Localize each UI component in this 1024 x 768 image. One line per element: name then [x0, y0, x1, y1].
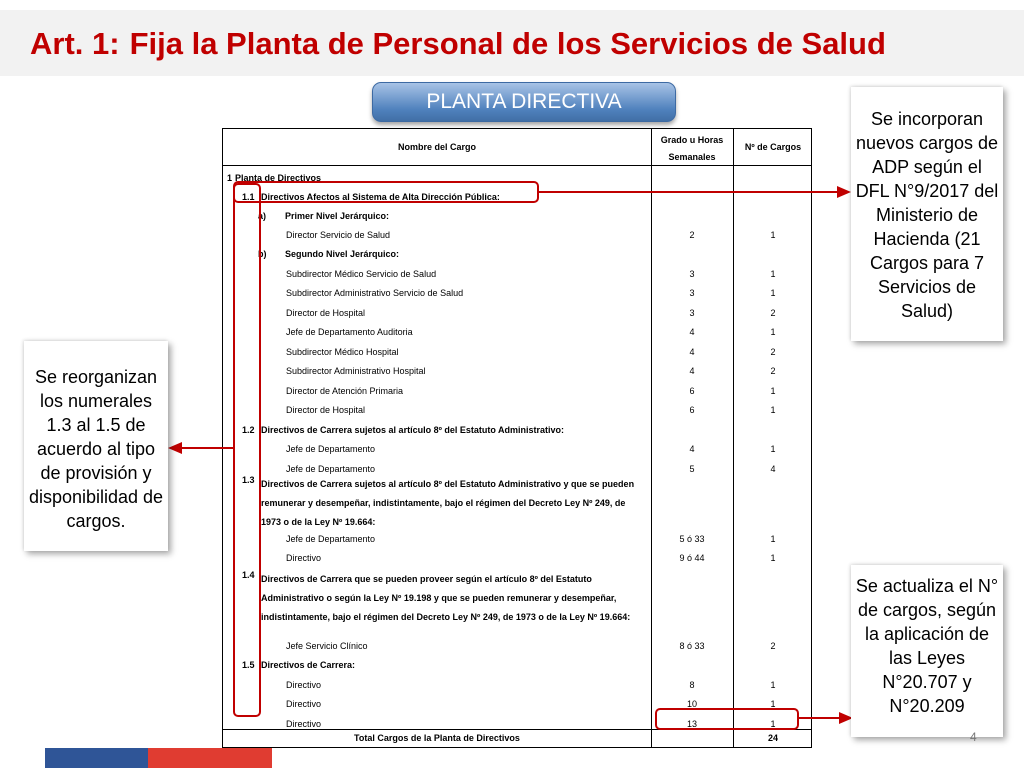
row-grade: 6	[689, 386, 695, 396]
page-number: 4	[970, 730, 977, 744]
row-name: Subdirector Administrativo Hospital	[286, 366, 426, 376]
row-name: Jefe Servicio Clínico	[286, 641, 368, 651]
title-prefix: Art. 1:	[30, 26, 120, 61]
row-name: Director Servicio de Salud	[286, 230, 391, 240]
row-count: 1	[770, 680, 776, 690]
row-grade: 8	[689, 680, 695, 690]
row-name: Jefe de Departamento	[286, 444, 376, 454]
arrow-to-cargos-note	[799, 710, 853, 726]
adp-highlight-box	[233, 181, 539, 203]
row-grade: 10	[686, 699, 697, 709]
cargos-highlight-box	[655, 708, 799, 730]
row-count: 2	[770, 366, 776, 376]
row-count: 1	[770, 386, 776, 396]
row-grade: 13	[686, 719, 697, 729]
title-text: Fija la Planta de Personal de los Servicios de Salud	[129, 26, 886, 61]
row-number: b)	[258, 249, 267, 259]
row-count: 1	[770, 269, 776, 279]
row-name: Primer Nivel Jerárquico:	[285, 211, 390, 221]
row-grade: 4	[689, 347, 695, 357]
row-name: Subdirector Médico Servicio de Salud	[286, 269, 437, 279]
row-name: Directivos de Carrera sujetos al artículo 8º del Estatuto Administrativo y que se pueden remunerar y desempeñar, indistintamente, bajo el régimen del Decreto Ley Nº 249, de 1973 o de la Ley Nº 19.664:	[261, 479, 635, 527]
row-name: Jefe de Departamento	[286, 534, 376, 544]
header-grade-line1: Grado u Horas	[660, 135, 724, 145]
row-count: 1	[770, 719, 776, 729]
row-count: 2	[770, 308, 776, 318]
row-grade: 4	[689, 327, 695, 337]
row-number: 1.2	[242, 425, 255, 435]
row-count: 1	[770, 405, 776, 415]
row-number: 1.3	[242, 475, 255, 485]
row-name: Segundo Nivel Jerárquico:	[285, 249, 400, 259]
header-divider	[223, 165, 811, 166]
row-name: Director de Hospital	[286, 405, 366, 415]
total-label: Total Cargos de la Planta de Directivos	[354, 733, 520, 743]
row-grade: 5	[689, 464, 695, 474]
cargos-update-note: Se actualiza el N° de cargos, según la aplicación de las Leyes N°20.707 y N°20.209	[851, 565, 1003, 737]
row-name: Jefe de Departamento Auditoria	[286, 327, 413, 337]
row-grade: 3	[689, 308, 695, 318]
row-grade: 3	[689, 269, 695, 279]
row-name: Directivo	[286, 699, 322, 709]
row-grade: 2	[689, 230, 695, 240]
footer-stripe-red	[148, 748, 272, 768]
row-grade: 6	[689, 405, 695, 415]
row-name: Planta de Directivos	[235, 173, 322, 183]
row-count: 1	[770, 230, 776, 240]
row-name: Directivos de Carrera que se pueden proveer según el artículo 8º del Estatuto Administrativo o según la Ley Nº 19.198 y que se pueden remunerar y desempeñar, indistintamente, bajo el régimen del Decreto Ley Nº 249, de 1973 o de la Ley Nº 19.664:	[261, 574, 631, 622]
row-grade: 3	[689, 288, 695, 298]
arrow-to-adp-note	[539, 184, 851, 200]
grade-column-divider	[651, 129, 652, 747]
row-number: 1.1	[242, 192, 255, 202]
row-name: Directivos Afectos al Sistema de Alta Dirección Pública:	[261, 192, 500, 202]
adp-note: Se incorporan nuevos cargos de ADP según el DFL N°9/2017 del Ministerio de Hacienda (21 Cargos para 7 Servicios de Salud)	[851, 87, 1003, 341]
row-grade: 8 ó 33	[679, 641, 705, 651]
row-number: 1	[227, 173, 233, 183]
row-name: Director de Atención Primaria	[286, 386, 404, 396]
planta-table	[222, 128, 812, 748]
total-count: 24	[767, 733, 778, 743]
header-count: Nº de Cargos	[744, 142, 802, 152]
row-name: Subdirector Administrativo Servicio de Salud	[286, 288, 464, 298]
reorganization-note: Se reorganizan los numerales 1.3 al 1.5 de acuerdo al tipo de provisión y disponibilidad de cargos.	[24, 341, 168, 551]
planta-directiva-pill: PLANTA DIRECTIVA	[372, 82, 676, 122]
numerals-highlight-box	[233, 183, 261, 717]
row-name: Directivo	[286, 553, 322, 563]
slide-title	[30, 26, 886, 62]
row-name: Directivos de Carrera sujetos al artículo 8º del Estatuto Administrativo:	[261, 425, 565, 435]
row-name: Directivos de Carrera:	[261, 660, 356, 670]
row-name: Jefe de Departamento	[286, 464, 376, 474]
row-count: 1	[770, 534, 776, 544]
row-count: 1	[770, 444, 776, 454]
row-grade: 9 ó 44	[679, 553, 705, 563]
row-count: 1	[770, 327, 776, 337]
row-count: 4	[770, 464, 776, 474]
header-name: Nombre del Cargo	[397, 142, 476, 152]
row-name: Directivo	[286, 719, 322, 729]
header-grade-line2: Semanales	[668, 152, 716, 162]
arrow-to-left-note	[168, 440, 234, 456]
row-count: 2	[770, 641, 776, 651]
row-count: 1	[770, 553, 776, 563]
row-grade: 4	[689, 444, 695, 454]
row-count: 2	[770, 347, 776, 357]
row-number: 1.5	[242, 660, 255, 670]
row-grade: 5 ó 33	[679, 534, 705, 544]
row-name: Directivo	[286, 680, 322, 690]
row-name: Subdirector Médico Hospital	[286, 347, 399, 357]
row-number: a)	[258, 211, 267, 221]
row-grade: 4	[689, 366, 695, 376]
row-name: Director de Hospital	[286, 308, 366, 318]
row-count: 1	[770, 699, 776, 709]
row-count: 1	[770, 288, 776, 298]
count-column-divider	[733, 129, 734, 747]
footer-stripe-blue	[45, 748, 148, 768]
row-number: 1.4	[242, 570, 255, 580]
